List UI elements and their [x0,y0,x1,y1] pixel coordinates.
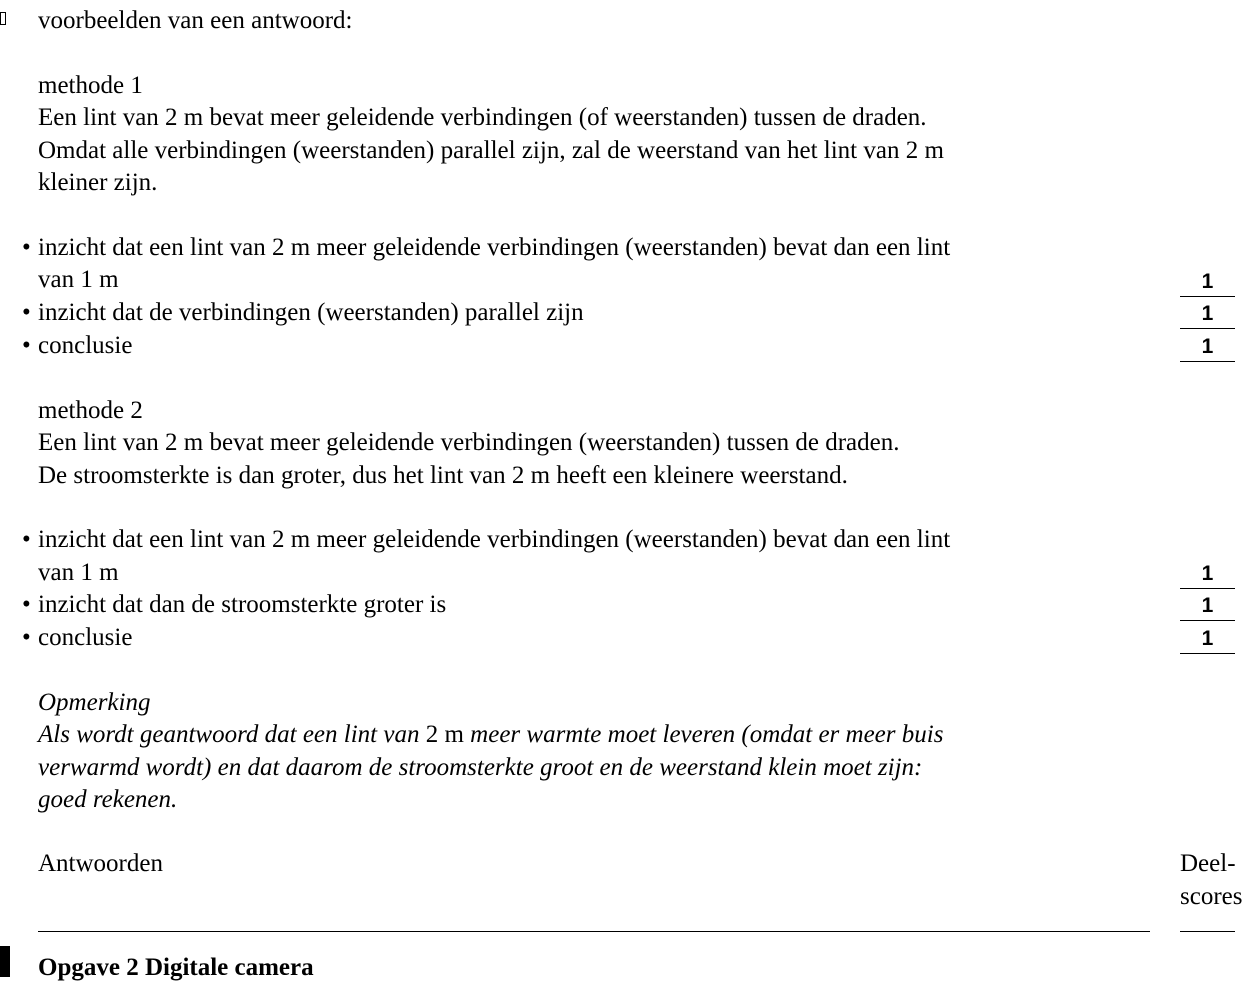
criterion-text: inzicht dat een lint van 2 m meer geleidende verbindingen (weerstanden) bevat dan een lint [38,526,951,553]
answers-label: Antwoorden [38,850,163,877]
opmerking-text: meer warmte moet leveren (omdat er meer buis [463,721,944,748]
opmerking-line: goed rekenen. [38,786,178,813]
scores-label: Deel- [1180,850,1236,877]
section-marker [0,946,10,977]
bullet: • [22,591,31,618]
methode1-text-line: kleiner zijn. [38,169,158,196]
methode2-title: methode 2 [38,397,143,424]
bullet: • [22,234,31,261]
criterion-text: conclusie [38,332,133,359]
section-heading: Opgave 2 Digitale camera [38,954,314,981]
score-value: 1 [1180,625,1235,654]
opmerking-text: Als wordt geantwoord dat een lint van [38,721,426,748]
methode1-title: methode 1 [38,72,143,99]
methode1-text-line: Een lint van 2 m bevat meer geleidende verbindingen (of weerstanden) tussen de draden. [38,104,927,131]
question-marker [0,12,6,25]
methode2-text-line: Een lint van 2 m bevat meer geleidende verbindingen (weerstanden) tussen de draden. [38,429,900,456]
divider-rule [1180,931,1235,932]
bullet: • [22,332,31,359]
bullet: • [22,624,31,651]
opmerking-line [38,719,943,751]
methode1-text-line: Omdat alle verbindingen (weerstanden) parallel zijn, zal de weerstand van het lint van 2 m [38,137,944,164]
criterion-text: inzicht dat een lint van 2 m meer geleidende verbindingen (weerstanden) bevat dan een lint [38,234,951,261]
intro-text: voorbeelden van een antwoord: [38,7,353,34]
score-value: 1 [1180,300,1235,329]
methode2-text-line: De stroomsterkte is dan groter, dus het lint van 2 m heeft een kleinere weerstand. [38,462,848,489]
opmerking-title: Opmerking [38,689,151,716]
opmerking-quantity: 2 m [425,721,464,748]
criterion-text: inzicht dat dan de stroomsterkte groter is [38,591,447,618]
opmerking-line: verwarmd wordt) en dat daarom de stroomsterkte groot en de weerstand klein moet zijn: [38,754,923,781]
criterion-text: inzicht dat de verbindingen (weerstanden) parallel zijn [38,299,584,326]
bullet: • [22,299,31,326]
score-value: 1 [1180,333,1235,362]
criterion-text: van 1 m [38,559,119,586]
score-value: 1 [1180,268,1235,297]
criterion-text: conclusie [38,624,133,651]
bullet: • [22,526,31,553]
criterion-text: van 1 m [38,266,119,293]
scores-label: scores [1180,883,1242,910]
score-value: 1 [1180,560,1235,589]
divider-rule [38,931,1150,932]
score-value: 1 [1180,592,1235,621]
